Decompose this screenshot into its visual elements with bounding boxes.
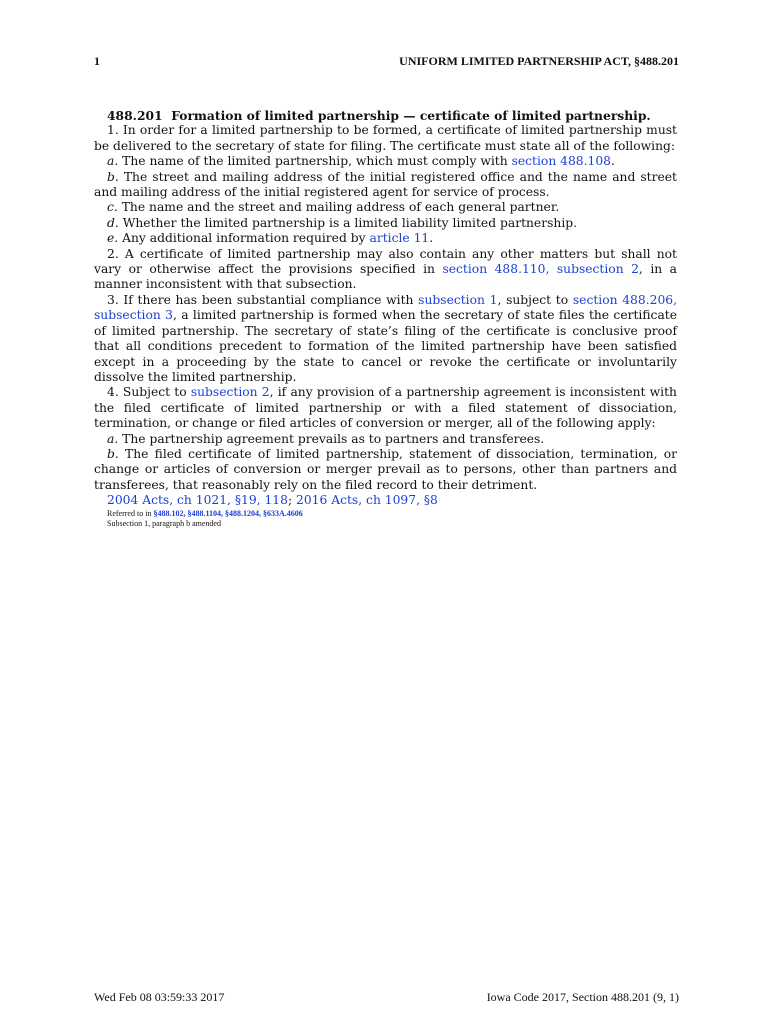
paragraph-1e: e. Any additional information required by article 11. — [107, 231, 434, 246]
link-article-11[interactable]: article 11 — [369, 231, 430, 246]
subsection-4: 4. Subject to subsection 2, if any provision of a partnership agreement is inconsistent with the filed certificate of limited partnership or with a filed statement of dissociation, termination, or change or filed articles of conversion or merger, all of the following apply: — [94, 385, 677, 431]
link-subsection-2[interactable]: subsection 2 — [190, 385, 270, 400]
subsection-3: 3. If there has been substantial compliance with subsection 1, subject to section 488.206, subsection 3, a limited partnership is formed when the secretary of state files the certificate of limited partnership. The secretary of state’s filing of the certificate is conclusive proof that all conditions precedent to formation of the limited partnership have been satisfied except in a proceeding by the state to cancel or revoke the certificate or involuntarily dissolve the limited partnership. — [94, 292, 677, 384]
paragraph-1d: d. Whether the limited partnership is a limited liability limited partnership. — [107, 215, 578, 230]
link-section-488-108[interactable]: section 488.108 — [511, 154, 612, 169]
section-title: Formation of limited partnership — certificate of limited partnership. — [171, 108, 651, 123]
amendment-note: Subsection 1, paragraph b amended — [107, 518, 221, 528]
running-title: UNIFORM LIMITED PARTNERSHIP ACT, §488.201 — [399, 54, 679, 68]
link-2016-acts[interactable]: 2016 Acts, ch 1097, §8 — [296, 493, 438, 508]
footer-timestamp: Wed Feb 08 03:59:33 2017 — [94, 990, 225, 1004]
history-line: 2004 Acts, ch 1021, §19, 118; 2016 Acts, ch 1097, §8 — [107, 493, 438, 508]
paragraph-1b: b. The street and mailing address of the initial registered office and the name and street and mailing address of the initial registered agent for service of process. — [94, 169, 677, 200]
page-number: 1 — [94, 54, 100, 68]
paragraph-4b: b. The filed certificate of limited partnership, statement of dissociation, termination, or change or articles of conversion or merger prevail as to persons, other than partners and transferees, that reasonably rely on the filed record to their detriment. — [94, 446, 677, 492]
subsection-1: 1. In order for a limited partnership to be formed, a certificate of limited partnership must be delivered to the secretary of state for filing. The certificate must state all of the following: — [94, 123, 677, 153]
footer-citation: Iowa Code 2017, Section 488.201 (9, 1) — [486, 990, 679, 1004]
section-number: 488.201 — [107, 108, 163, 123]
link-2004-acts[interactable]: 2004 Acts, ch 1021, §19, 118 — [107, 493, 288, 508]
section-heading — [94, 108, 677, 123]
paragraph-1a: a. The name of the limited partnership, which must comply with section 488.108. — [107, 154, 615, 169]
paragraph-1c: c. The name and the street and mailing address of each general partner. — [107, 200, 560, 215]
referred-to-line: Referred to in §488.102, §488.1104, §488.1204, §633A.4606 — [107, 508, 303, 518]
link-section-488-110-subsection-2[interactable]: section 488.110, subsection 2 — [442, 262, 639, 277]
link-section-488-206-subsection-3[interactable]: section 488.206, subsection 3 — [94, 292, 677, 323]
referred-links[interactable]: §488.102, §488.1104, §488.1204, §633A.4606 — [153, 508, 303, 518]
link-subsection-1[interactable]: subsection 1 — [418, 292, 498, 307]
paragraph-4a: a. The partnership agreement prevails as to partners and transferees. — [107, 431, 545, 446]
section-body — [94, 108, 677, 529]
subsection-2: 2. A certificate of limited partnership may also contain any other matters but shall not vary or otherwise affect the provisions specified in section 488.110, subsection 2, in a manner inconsistent with that subsection. — [94, 246, 677, 292]
